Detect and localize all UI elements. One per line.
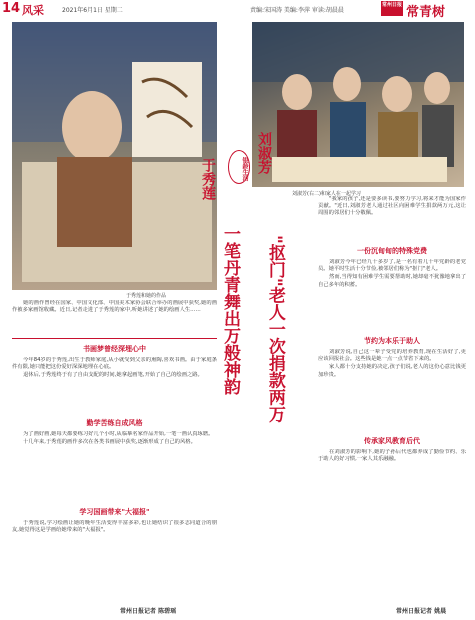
left-intro-text: 她的画作曾经在国家、中国文化部、中国美术家协会联合举办的画展中获奖,她的画作被多家画馆收藏。近日,记者走进了于秀莲的家中,听她讲述了她的绘画人生…… [12,300,217,314]
paragraph: 然而,当得知有困难学生需要帮助时,她却毫不犹豫地拿出了自己多年的积蓄。 [318,274,466,288]
brand-badge: 常州日报 [381,1,403,16]
page-number: 14 [2,1,21,16]
paragraph: 为了画好画,她每天都要练习好几个小时,从临摹名家作品开始,一笔一画认真琢磨。 [23,431,214,437]
left-article-intro [12,300,217,336]
column-brand: 常青树 [406,5,446,20]
left-section-1-heading: 书画梦曾经深埋心中 [83,345,146,353]
divider [12,338,217,339]
right-article-title: "抠门"老人一次捐款两万 [264,235,285,423]
left-byline: 常州日报记者 陈碧瑶 [120,608,177,615]
paragraph: 家人都十分支持她的决定,孩子们说,老人的这份心意比钱更加珍贵。 [318,364,466,378]
left-article-title: 一笔丹青舞出万般神韵 [220,225,240,395]
right-section-1-body [318,259,466,331]
portrait-illustration [12,22,217,290]
paragraph: 刘淑芳说,自己这一辈子受党的培养教育,现在生活好了,更应该回报社会。这些钱是她一点一点节省下来的。 [318,349,466,363]
right-section-2-heading: 节约为本乐于助人 [364,337,420,345]
right-byline: 常州日报记者 姚晨 [396,608,447,615]
paragraph: 刘淑芳今年已经九十多岁了,是一名有着几十年党龄的老党员。她平时生活十分节俭,被邻居们称为"抠门"老人。 [318,259,466,273]
left-section-3-heading: 学习国画带来"大福报" [79,508,150,516]
right-article-intro [318,196,466,240]
paragraph: 在刘淑芳的影响下,她的子孙后代也都养成了勤俭节约、乐于助人的好习惯,一家人其乐融融。 [318,449,466,463]
portrait-caption: 于秀莲和她的作品 [126,293,167,299]
right-section-1-heading: 一份沉甸甸的特殊党费 [357,247,427,255]
right-section-3-body [318,449,466,599]
family-photo [252,22,464,187]
left-section-3-body [12,520,217,600]
paragraph: 退休后,于秀莲终于有了自由支配的时间,她拿起画笔,开始了自己的绘画之路。 [23,372,203,379]
family-illustration [252,22,464,187]
left-section-2-heading: 勤学苦练自成风格 [86,419,143,427]
right-section-3-heading: 传承家风教育后代 [364,437,420,445]
right-intro-text: "我家的孩子,还是要多读书,要努力学习,将来才能为国家作贡献。"近日,刘淑芳老人通过社区向困难学生捐款两万元,这让周围的邻居们十分敬佩。 [318,196,466,217]
family-caption: 刘淑芳(右二)和家人在一起学习 [292,191,361,197]
paragraph: 十几年来,于秀莲的画作多次在各类书画展中获奖,逐渐形成了自己的风格。 [23,439,196,446]
issue-date: 2021年6月1日 星期二 [62,7,123,14]
section-seal: 银龄生活 [228,150,250,184]
paragraph: 于秀莲说,学习绘画让她的晚年生活变得丰富多彩,也让她结识了很多志同道合的朋友,她觉得这是学画给她带来的"大福报"。 [12,520,217,534]
left-section-2-body [12,431,217,501]
left-subject-name: 于秀莲 [200,158,216,200]
right-section-2-body [318,349,466,429]
right-subject-name: 刘淑芳 [256,132,272,174]
paragraph: 今年84岁的于秀莲,出生于教师家庭,从小就受到父亲的熏陶,喜欢书画。由于家庭条件有限,她只能把这份爱好深深地埋在心底。 [12,357,217,371]
portrait-photo [12,22,217,290]
editors-line: 责编:宋国涛 美编:李萍 审读:胡晨晨 [250,7,344,14]
left-section-1-body [12,357,217,413]
section-name: 风采 [22,4,44,17]
